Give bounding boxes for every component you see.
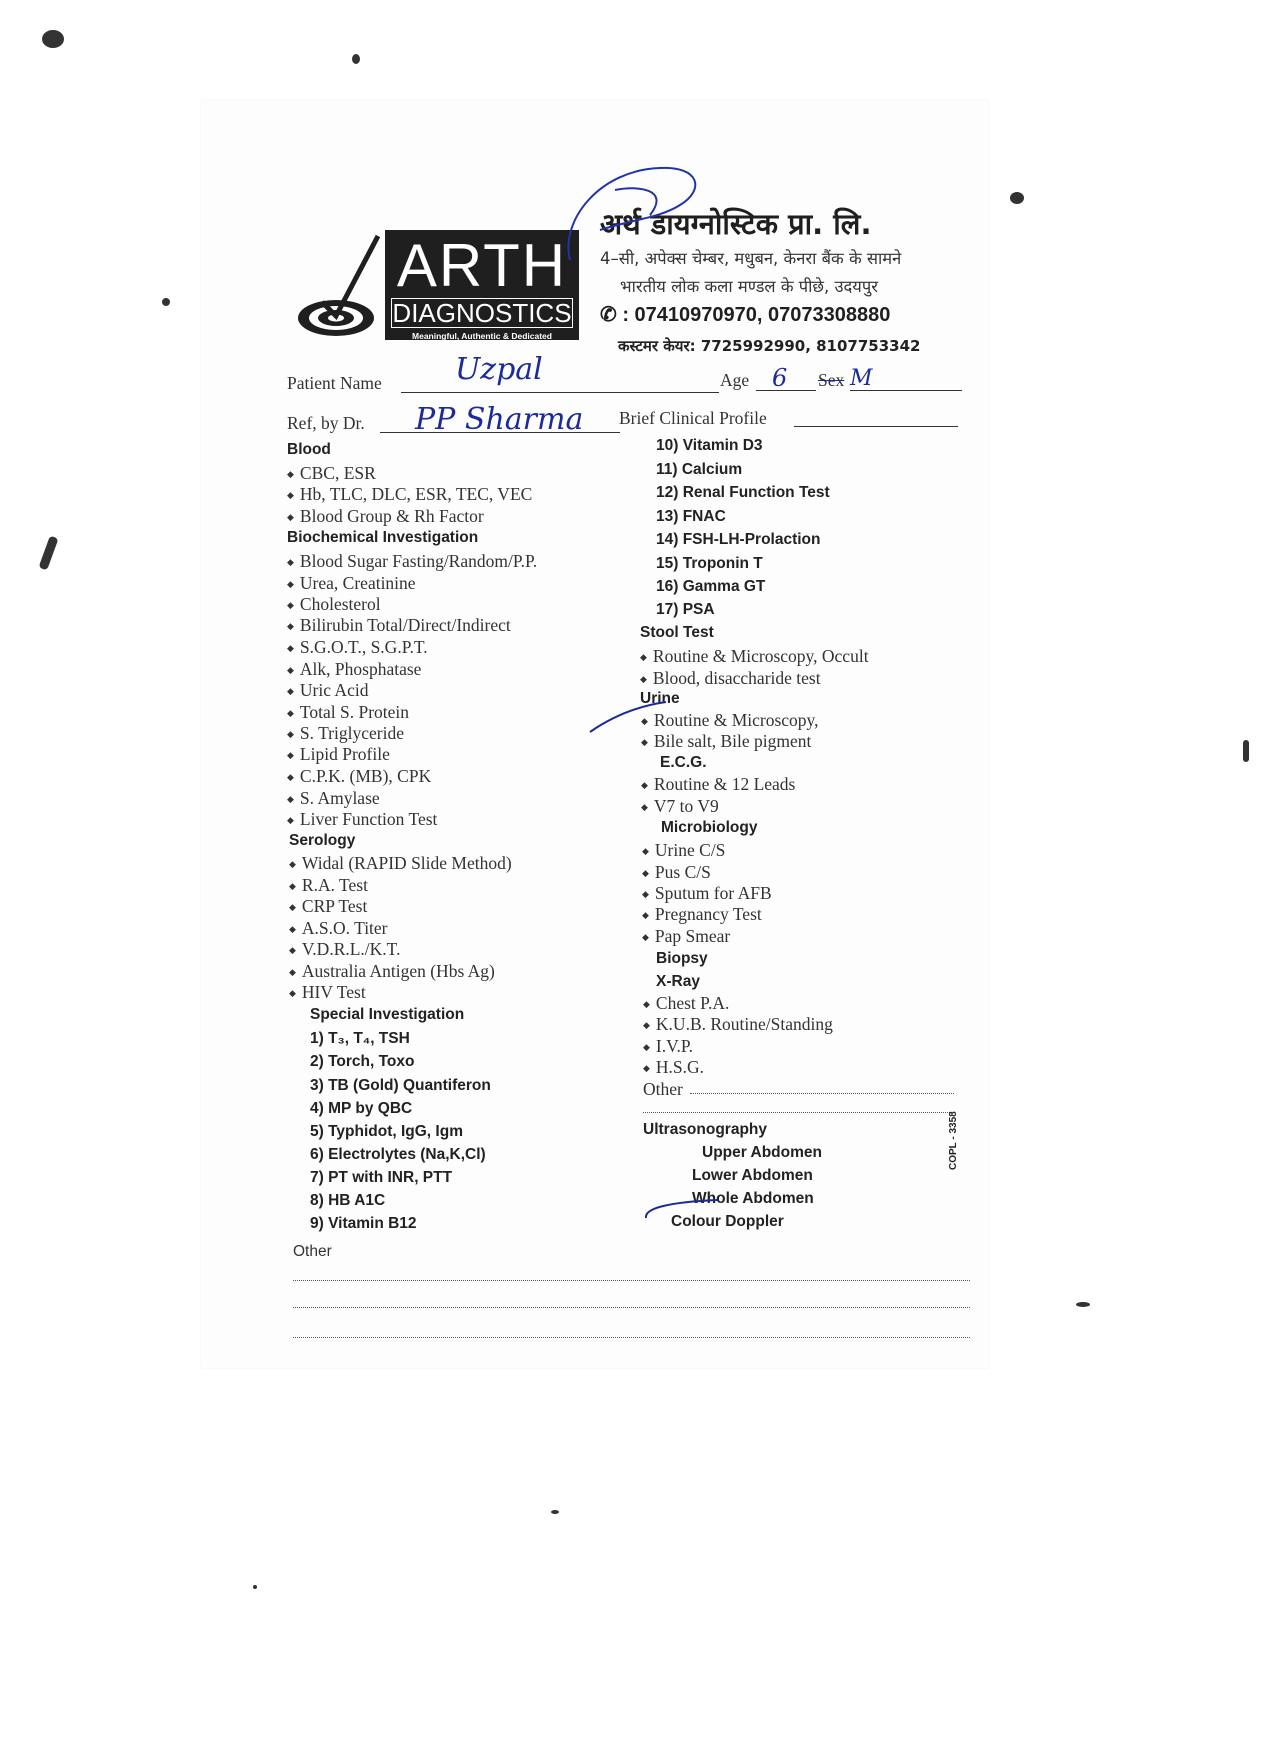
list-item: 15) Troponin T xyxy=(656,555,763,572)
sex-handwritten: M xyxy=(850,366,873,391)
list-item: ◆ V.D.R.L./K.T. xyxy=(289,939,400,960)
list-item: Upper Abdomen xyxy=(702,1144,822,1161)
other-line-1[interactable] xyxy=(293,1280,970,1281)
phone-numbers: ✆ : 07410970970, 07073308880 xyxy=(600,304,891,326)
scan-speck xyxy=(1243,740,1249,762)
list-item: ◆ H.S.G. xyxy=(643,1057,704,1078)
xray-other-label: Other xyxy=(643,1079,683,1099)
patient-name-field[interactable] xyxy=(401,392,719,393)
patient-name-label: Patient Name xyxy=(287,373,382,393)
list-item: ◆ Routine & Microscopy, Occult xyxy=(640,646,869,667)
ref-doctor-label: Ref, by Dr. xyxy=(287,413,365,433)
list-item: ◆ V7 to V9 xyxy=(641,796,719,817)
biopsy-heading: Biopsy xyxy=(656,950,708,967)
list-item: 17) PSA xyxy=(656,601,715,618)
list-item: ◆ Total S. Protein xyxy=(287,702,409,723)
list-item: ◆ S. Amylase xyxy=(287,788,380,809)
list-item: ◆ Chest P.A. xyxy=(643,993,729,1014)
list-item: 1) T₃, T₄, TSH xyxy=(310,1030,410,1047)
list-item: 14) FSH-LH-Prolaction xyxy=(656,531,821,548)
scan-speck xyxy=(38,535,58,570)
scan-speck xyxy=(1076,1302,1090,1307)
list-item: 12) Renal Function Test xyxy=(656,484,830,501)
list-item: ◆ Routine & Microscopy, xyxy=(641,710,819,731)
scan-speck xyxy=(1010,192,1024,204)
sex-label: Sex xyxy=(818,370,845,390)
form-code: COPL - 3358 xyxy=(948,1111,959,1170)
list-item: ◆ Blood Sugar Fasting/Random/P.P. xyxy=(287,551,537,572)
list-item: ◆ Bilirubin Total/Direct/Indirect xyxy=(287,615,511,636)
xray-other-line-1[interactable] xyxy=(690,1093,954,1094)
list-item: ◆ K.U.B. Routine/Standing xyxy=(643,1014,833,1035)
list-item: ◆ Sputum for AFB xyxy=(642,883,772,904)
list-item: 8) HB A1C xyxy=(310,1192,386,1209)
list-item: 2) Torch, Toxo xyxy=(310,1053,415,1070)
list-item: ◆ C.P.K. (MB), CPK xyxy=(287,766,431,787)
ecg-heading: E.C.G. xyxy=(660,754,707,771)
list-item: 5) Typhidot, IgG, Igm xyxy=(310,1123,463,1140)
logo-word: ARTH xyxy=(396,232,568,299)
list-item: ◆ I.V.P. xyxy=(643,1036,693,1057)
logo-tagline: Meaningful, Authentic & Dedicated xyxy=(412,331,552,341)
ultrasonography-heading: Ultrasonography xyxy=(643,1121,768,1138)
list-item: 9) Vitamin B12 xyxy=(310,1215,417,1232)
brief-profile-label: Brief Clinical Profile xyxy=(619,408,767,428)
special-heading: Special Investigation xyxy=(310,1006,465,1023)
list-item: ◆ Australia Antigen (Hbs Ag) xyxy=(289,961,495,982)
list-item: ◆ S.G.O.T., S.G.P.T. xyxy=(287,637,428,658)
list-item: Colour Doppler xyxy=(671,1213,784,1230)
list-item: ◆ CRP Test xyxy=(289,896,367,917)
list-item: ◆ Uric Acid xyxy=(287,680,368,701)
xray-heading: X-Ray xyxy=(656,973,700,990)
list-item: 13) FNAC xyxy=(656,508,726,525)
urine-heading: Urine xyxy=(640,690,680,707)
list-item: ◆ Routine & 12 Leads xyxy=(641,774,795,795)
other-line-2[interactable] xyxy=(293,1307,970,1308)
scan-speck xyxy=(551,1510,559,1514)
sex-field[interactable] xyxy=(850,390,962,391)
list-item: Lower Abdomen xyxy=(692,1167,813,1184)
address-line-2: भारतीय लोक कला मण्डल के पीछे, उदयपुर xyxy=(620,277,878,296)
list-item: ◆ Blood, disaccharide test xyxy=(640,668,821,689)
list-item: ◆ HIV Test xyxy=(289,982,366,1003)
list-item: ◆ Hb, TLC, DLC, ESR, TEC, VEC xyxy=(287,484,532,505)
brief-profile-field[interactable] xyxy=(794,426,958,427)
list-item: ◆ Urine C/S xyxy=(642,840,725,861)
xray-other-line-2[interactable] xyxy=(643,1112,954,1113)
microbiology-heading: Microbiology xyxy=(661,819,758,836)
list-item: ◆ A.S.O. Titer xyxy=(289,918,388,939)
logo-box xyxy=(385,230,579,340)
scan-speck xyxy=(42,30,64,48)
serology-heading: Serology xyxy=(289,832,356,849)
biochem-heading: Biochemical Investigation xyxy=(287,529,479,546)
stool-heading: Stool Test xyxy=(640,624,714,641)
list-item: ◆ Pap Smear xyxy=(642,926,730,947)
list-item: ◆ R.A. Test xyxy=(289,875,368,896)
list-item: Whole Abdomen xyxy=(692,1190,814,1207)
age-label: Age xyxy=(720,370,750,390)
list-item: 3) TB (Gold) Quantiferon xyxy=(310,1077,491,1094)
list-item: ◆ S. Triglyceride xyxy=(287,723,404,744)
company-name-hindi: अर्थ डायग्नोस्टिक प्रा. लि. xyxy=(600,207,872,241)
list-item: ◆ Pregnancy Test xyxy=(642,904,762,925)
list-item: 16) Gamma GT xyxy=(656,578,766,595)
list-item: ◆ Alk, Phosphatase xyxy=(287,659,421,680)
ref-doctor-handwritten: PP Sharma xyxy=(415,402,584,437)
patient-name-handwritten: Uzpal xyxy=(455,352,543,387)
customer-care: कस्टमर केयर: 7725992990, 8107753342 xyxy=(618,337,921,355)
age-handwritten: 6 xyxy=(772,364,788,392)
scan-speck xyxy=(162,298,170,306)
list-item: 6) Electrolytes (Na,K,Cl) xyxy=(310,1146,486,1163)
other-label: Other xyxy=(293,1243,332,1260)
signature-scribble xyxy=(560,160,710,280)
address-line-1: 4–सी, अपेक्स चेम्बर, मधुबन, केनरा बैंक के सामने xyxy=(600,249,902,268)
logo-subtitle: DIAGNOSTICS xyxy=(392,298,572,328)
list-item: 11) Calcium xyxy=(656,461,743,478)
list-item: ◆ Liver Function Test xyxy=(287,809,437,830)
other-line-3[interactable] xyxy=(293,1337,970,1338)
list-item: ◆ Pus C/S xyxy=(642,862,711,883)
list-item: ◆ Urea, Creatinine xyxy=(287,573,416,594)
list-item: ◆ Widal (RAPID Slide Method) xyxy=(289,853,512,874)
logo-target-icon xyxy=(294,232,386,344)
scan-speck xyxy=(253,1585,257,1589)
list-item: 4) MP by QBC xyxy=(310,1100,413,1117)
scan-speck xyxy=(352,54,360,64)
list-item: ◆ Bile salt, Bile pigment xyxy=(641,731,811,752)
blood-heading: Blood xyxy=(287,441,331,458)
list-item: ◆ Blood Group & Rh Factor xyxy=(287,506,484,527)
list-item: 7) PT with INR, PTT xyxy=(310,1169,453,1186)
list-item: ◆ CBC, ESR xyxy=(287,463,376,484)
list-item: 10) Vitamin D3 xyxy=(656,437,763,454)
list-item: ◆ Cholesterol xyxy=(287,594,381,615)
list-item: ◆ Lipid Profile xyxy=(287,744,390,765)
